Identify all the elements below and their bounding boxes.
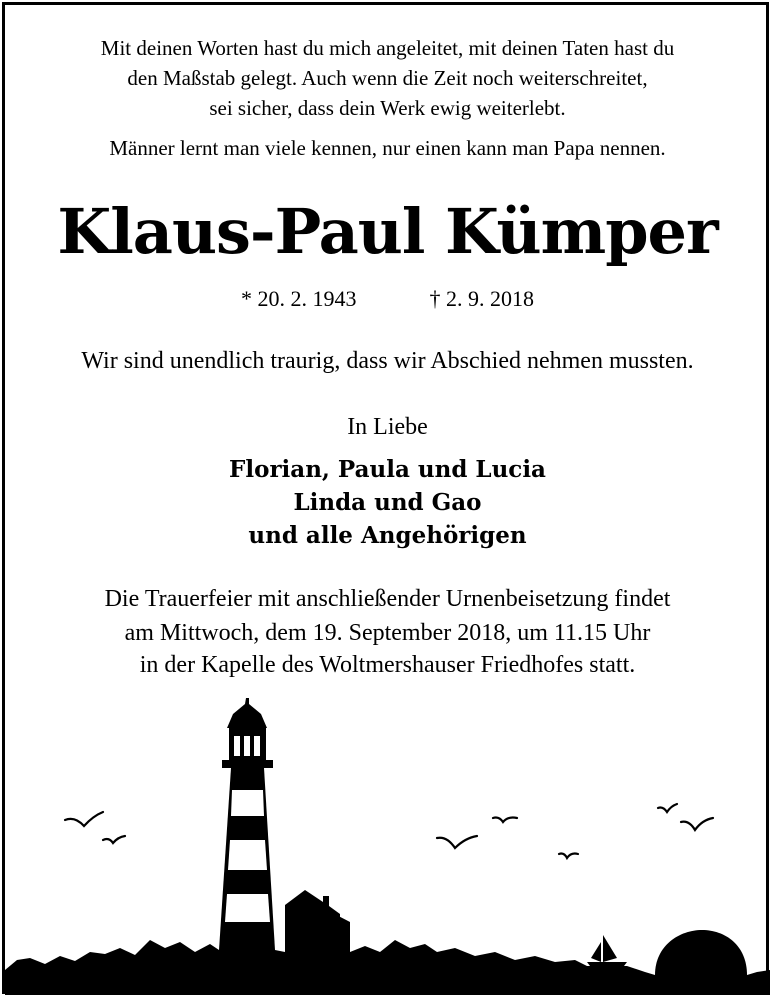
seagull-7 (681, 818, 713, 830)
lighthouse-illustration (5, 690, 770, 995)
in-love-label: In Liebe (347, 414, 428, 440)
shoreline (5, 940, 770, 995)
motto-line-1: Mit deinen Worten hast du mich angeleitet, mit deinen Taten hast du (100, 36, 675, 60)
dome-silhouette (655, 930, 747, 975)
motto-line-3: sei sicher, dass dein Werk ewig weiterlebt. (209, 96, 566, 120)
motto-line-4: Männer lernt man viele kennen, nur einen kann man Papa nennen. (109, 136, 666, 160)
motto-line-2: den Maßstab gelegt. Auch wenn die Zeit noch weiterschreitet, (127, 66, 648, 90)
seagull-6 (658, 804, 677, 812)
deceased-name: Klaus-Paul Kümper (57, 195, 718, 268)
family-line-2: Linda und Gao (293, 489, 482, 516)
ceremony-line-1: Die Trauerfeier mit anschließender Urnenbeisetzung findet (104, 586, 671, 612)
family-line-1: Florian, Paula und Lucia (229, 456, 546, 483)
death-date: † 2. 9. 2018 (429, 286, 534, 311)
seagull-1 (65, 812, 103, 826)
birth-date: * 20. 2. 1943 (241, 286, 357, 311)
seagull-3 (437, 836, 477, 848)
ceremony-line-3: in der Kapelle des Woltmershauser Friedhofes statt. (139, 652, 636, 678)
life-dates (0, 286, 775, 312)
grief-message: Wir sind unendlich traurig, dass wir Abschied nehmen mussten. (81, 348, 694, 374)
lighthouse-spire (227, 698, 267, 728)
family-line-3: und alle Angehörigen (248, 522, 527, 549)
lighthouse-gallery (222, 760, 273, 768)
seagull-4 (493, 818, 517, 823)
seagull-5 (559, 854, 578, 859)
ceremony-line-2: am Mittwoch, dem 19. September 2018, um 11.15 Uhr (124, 620, 651, 646)
seagull-2 (103, 836, 125, 843)
